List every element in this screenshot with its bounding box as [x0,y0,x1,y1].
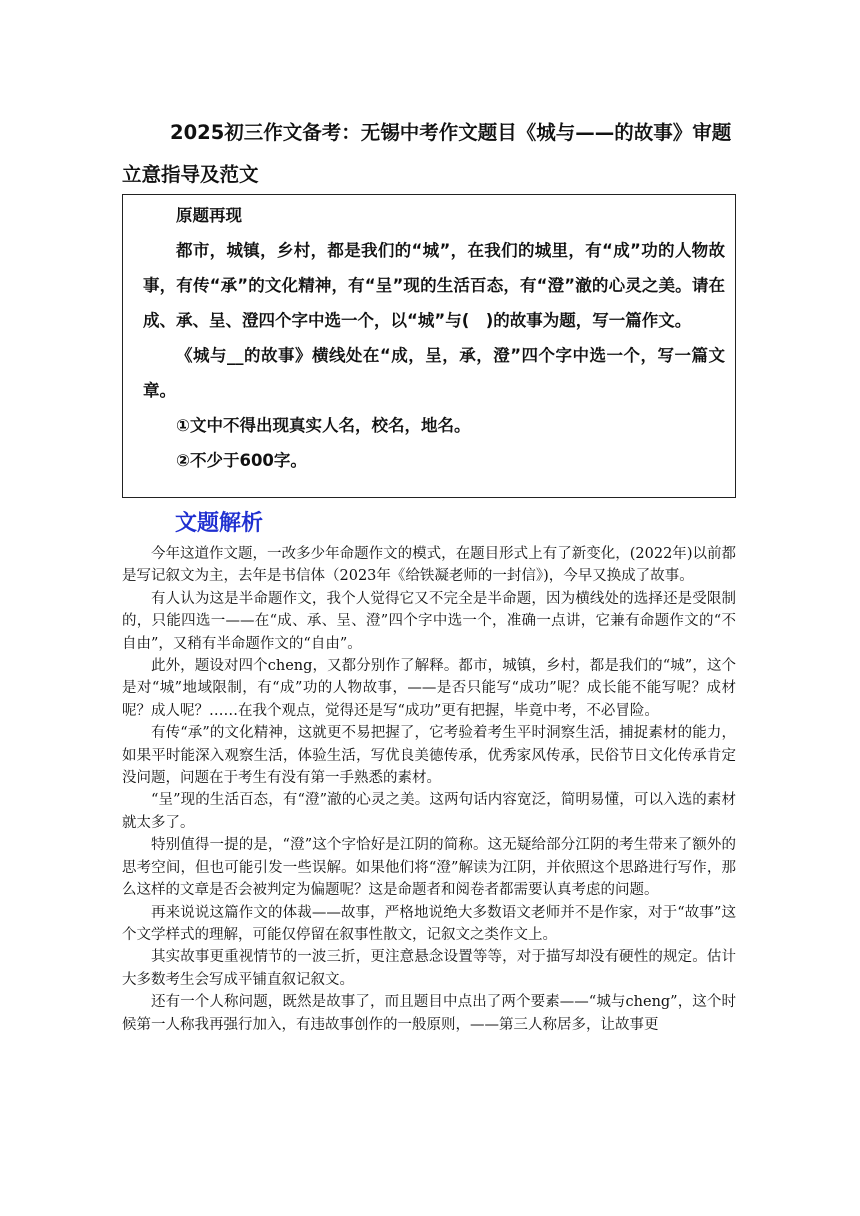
analysis-heading: 文题解析 [175,511,264,536]
analysis-paragraph: 其实故事更重视情节的一波三折，更注意悬念设置等等，对于描写却没有硬性的规定。估计大多数考生会写成平铺直叙记叙文。 [122,949,736,988]
analysis-body [122,543,736,1036]
prompt-box [122,194,736,498]
prompt-requirement: ②不少于600字。 [176,451,307,470]
analysis-paragraph: 有传“承”的文化精神，这就更不易把握了，它考验着考生平时洞察生活，捕捉素材的能力，如果平时能深入观察生活，体验生活，写优良美德传承，优秀家风传承，民俗节日文化传承肯定没问题，问题在于考生有没有第一手熟悉的素材。 [122,725,736,787]
analysis-paragraph: 有人认为这是半命题作文，我个人觉得它又不完全是半命题，因为横线处的选择还是受限制的，只能四选一——在“成、承、呈、澄”四个字中选一个，准确一点讲，它兼有命题作文的“不自由”，又稍有半命题作文的“自由”。 [122,590,736,652]
prompt-paragraph: 都市，城镇，乡村，都是我们的“城”，在我们的城里，有“成”功的人物故事，有传“承”的文化精神，有“呈”现的生活百态，有“澄”澈的心灵之美。请在成、承、呈、澄四个字中选一个，以“城”与( )的故事为题，写一篇作文。 [143,241,725,330]
page-title: 2025初三作文备考：无锡中考作文题目《城与——的故事》审题立意指导及范文 [122,121,732,186]
analysis-paragraph: 今年这道作文题，一改多少年命题作文的模式，在题目形式上有了新变化，(2022年)以前都是写记叙文为主，去年是书信体（2023年《给铁凝老师的一封信》)，今早又换成了故事。 [122,546,736,585]
prompt-heading: 原题再现 [176,206,242,225]
analysis-paragraph: 此外，题设对四个cheng，又都分别作了解释。都市，城镇，乡村，都是我们的“城”，这个是对“城”地域限制，有“成”功的人物故事，——是否只能写“成功”呢？成长能不能写呢？成材呢？成人呢？……在我个观点，觉得还是写“成功”更有把握，毕竟中考，不必冒险。 [122,658,736,719]
prompt-requirement: ①文中不得出现真实人名，校名，地名。 [176,416,471,435]
analysis-paragraph: “呈”现的生活百态，有“澄”澈的心灵之美。这两句话内容宽泛，简明易懂，可以入选的素材就太多了。 [122,792,736,831]
analysis-paragraph: 还有一个人称问题，既然是故事了，而且题目中点出了两个要素——“城与cheng”，这个时候第一人称我再强行加入，有违故事创作的一般原则，——第三人称居多，让故事更 [122,994,736,1033]
prompt-paragraph: 《城与__的故事》横线处在“成，呈，承，澄”四个字中选一个，写一篇文章。 [143,346,725,400]
analysis-paragraph: 再来说说这篇作文的体裁——故事，严格地说绝大多数语文老师并不是作家，对于“故事”这个文学样式的理解，可能仅停留在叙事性散文，记叙文之类作文上。 [122,904,736,943]
analysis-paragraph: 特别值得一提的是，“澄”这个字恰好是江阴的简称。这无疑给部分江阴的考生带来了额外的思考空间，但也可能引发一些误解。如果他们将“澄”解读为江阴，并依照这个思路进行写作，那么这样的文章是否会被判定为偏题呢？这是命题者和阅卷者都需要认真考虑的问题。 [122,837,736,899]
